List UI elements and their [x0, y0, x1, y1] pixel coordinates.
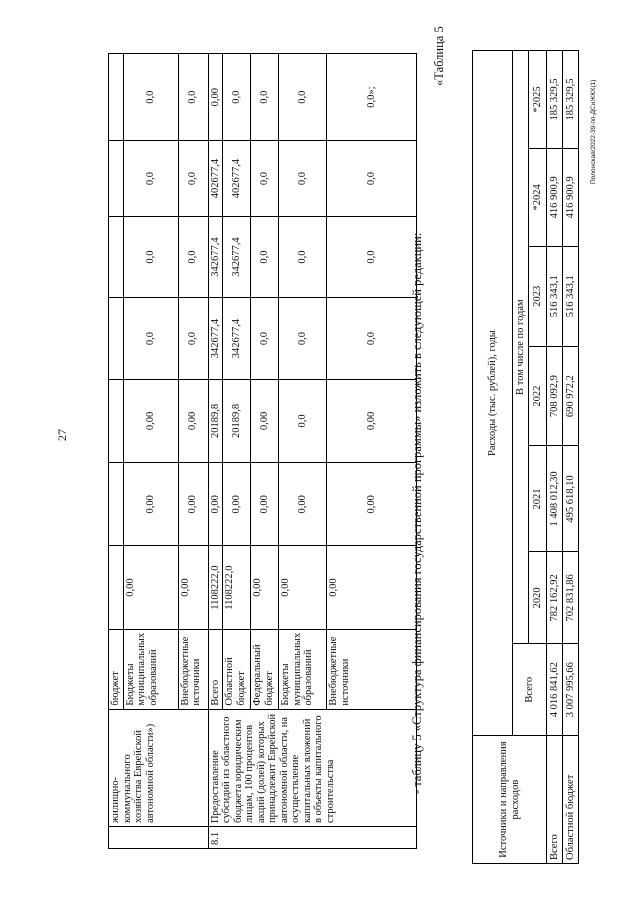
value-cell: 708 092,9	[547, 346, 563, 446]
value-cell: 0,0	[251, 298, 279, 379]
document-footer: Полонская/2022-39-пп-ДСиЖКХ(1)	[590, 79, 597, 184]
source-label: бюджет	[109, 629, 124, 709]
value-cell: 0,0	[251, 216, 279, 297]
value-cell: 0,0»;	[327, 54, 417, 141]
value-cell: 342677,4	[208, 298, 223, 379]
value-cell	[109, 463, 124, 546]
value-cell: 0,0	[178, 54, 208, 141]
value-cell: 0,00	[208, 463, 223, 546]
source-label: Внебюджетные источники	[327, 629, 417, 709]
table-header-row	[473, 51, 513, 864]
header-total: Всего	[513, 644, 547, 736]
value-cell: 342677,4	[208, 216, 223, 297]
table-row	[563, 51, 579, 864]
row-label: Областной бюджет	[563, 736, 579, 864]
row-name: Предоставление субсидий из областного бюджета юридическим лицам, 100 процентов акций (долей) которых принадлежит Еврейской автономной области, на осуществление капитальных вложений в объекты капитального строительства	[208, 709, 417, 826]
value-cell: 0,00	[327, 463, 417, 546]
value-cell: 185 329,5	[563, 51, 579, 149]
source-label: Федеральный бюджет	[251, 629, 279, 709]
value-cell: 690 972,2	[563, 346, 579, 446]
value-cell	[109, 298, 124, 379]
value-cell	[109, 379, 124, 462]
table5-label: «Таблица 5	[432, 26, 446, 86]
value-cell: 0,0	[251, 54, 279, 141]
value-cell: 402677,4	[208, 141, 223, 217]
row-name: жилищно-коммунального хозяйства Еврейской автономной области»)	[109, 709, 209, 826]
row-label: Всего	[547, 736, 563, 864]
value-cell	[109, 546, 124, 630]
value-cell: 1108222,0	[223, 546, 251, 630]
value-cell: 416 900,9	[547, 148, 563, 246]
value-cell: 0,0	[251, 141, 279, 217]
page-number: 27	[55, 429, 69, 441]
value-cell: 0,00	[178, 546, 208, 630]
value-cell: 0,0	[178, 216, 208, 297]
source-label: Областной бюджет	[223, 629, 251, 709]
value-cell: 0,0	[178, 298, 208, 379]
value-cell: 0,0	[279, 54, 327, 141]
value-cell: 0,00	[123, 546, 178, 630]
table-row	[109, 54, 124, 849]
program-table-continued	[108, 53, 417, 849]
value-cell: 0,00	[251, 379, 279, 462]
value-cell: 0,0	[327, 141, 417, 217]
value-cell: 0,00	[178, 463, 208, 546]
value-cell: 0,00	[279, 463, 327, 546]
value-cell: 1 408 012,30	[547, 446, 563, 552]
value-cell: 0,0	[178, 141, 208, 217]
value-cell: 0,0	[327, 298, 417, 379]
value-cell: 342677,4	[223, 298, 251, 379]
header-expenses: Расходы (тыс. рублей), годы	[473, 51, 513, 736]
value-cell: 0,00	[251, 463, 279, 546]
value-cell: 0,0	[327, 216, 417, 297]
value-cell: 702 831,86	[563, 552, 579, 644]
value-cell: 416 900,9	[563, 148, 579, 246]
value-cell: 0,00	[178, 379, 208, 462]
value-cell: 0,00	[327, 546, 417, 630]
year-header: *2025	[529, 51, 547, 149]
value-cell: 0,0	[223, 54, 251, 141]
total-cell: 3 007 995,66	[563, 644, 579, 736]
value-cell: 0,0	[279, 379, 327, 462]
value-cell: 0,0	[123, 216, 178, 297]
value-cell: 0,0	[279, 141, 327, 217]
year-header: 2021	[529, 446, 547, 552]
value-cell: 495 618,10	[563, 446, 579, 552]
value-cell: 0,00	[327, 379, 417, 462]
value-cell: 0,00	[123, 379, 178, 462]
header-sources: Источники и направления расходов	[473, 736, 547, 864]
value-cell: 0,00	[123, 463, 178, 546]
financing-structure-table	[472, 50, 579, 864]
value-cell: 516 343,1	[563, 246, 579, 346]
value-cell: 0,00	[223, 463, 251, 546]
year-header: 2023	[529, 246, 547, 346]
source-label: Бюджеты муниципальных образований	[279, 629, 327, 709]
source-label: Внебюджетные источники	[178, 629, 208, 709]
value-cell: 0,0	[123, 141, 178, 217]
year-header: 2022	[529, 346, 547, 446]
value-cell: 0,0	[123, 54, 178, 141]
source-label: Всего	[208, 629, 223, 709]
year-header: *2024	[529, 148, 547, 246]
table5-caption: - таблицу 5 «Структура финансирования государственной программы» изложить в следующей редакции:	[410, 232, 424, 794]
value-cell: 0,00	[279, 546, 327, 630]
table-row	[208, 54, 223, 849]
source-label: Бюджеты муниципальных образований	[123, 629, 178, 709]
value-cell	[109, 216, 124, 297]
value-cell: 0,0	[123, 298, 178, 379]
year-header: 2020	[529, 552, 547, 644]
header-by-years: В том числе по годам	[513, 51, 529, 644]
value-cell: 342677,4	[223, 216, 251, 297]
value-cell: 516 343,1	[547, 246, 563, 346]
total-cell: 4 016 841,62	[547, 644, 563, 736]
value-cell: 0,0	[279, 298, 327, 379]
table-row	[547, 51, 563, 864]
value-cell: 402677,4	[223, 141, 251, 217]
value-cell	[109, 54, 124, 141]
value-cell: 20189,8	[208, 379, 223, 462]
value-cell: 0,00	[251, 546, 279, 630]
value-cell: 782 162,92	[547, 552, 563, 644]
value-cell: 185 329,5	[547, 51, 563, 149]
value-cell: 20189,8	[223, 379, 251, 462]
value-cell: 0,0	[279, 216, 327, 297]
value-cell: 0,00	[208, 54, 223, 141]
row-number	[109, 827, 209, 849]
value-cell	[109, 141, 124, 217]
row-number: 8.1	[208, 827, 417, 849]
value-cell: 1108222,0	[208, 546, 223, 630]
